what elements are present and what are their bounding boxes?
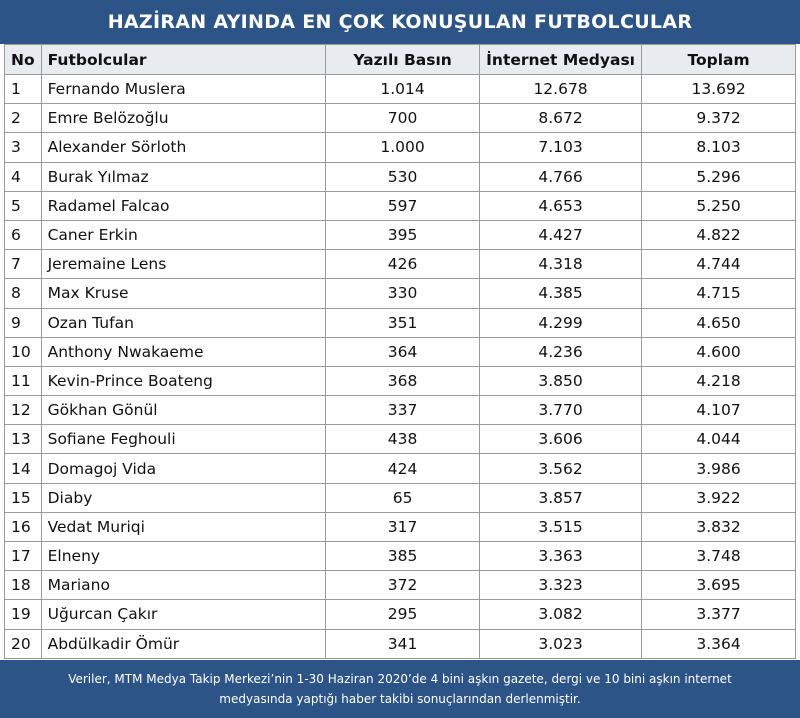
cell-no: 2 — [5, 104, 42, 133]
cell-player: Gökhan Gönül — [41, 396, 326, 425]
cell-player: Alexander Sörloth — [41, 133, 326, 162]
cell-total: 3.695 — [642, 571, 796, 600]
cell-no: 7 — [5, 250, 42, 279]
cell-print: 351 — [326, 308, 480, 337]
table-body — [5, 75, 796, 659]
cell-total: 3.922 — [642, 483, 796, 512]
cell-internet: 3.363 — [479, 542, 641, 571]
cell-total: 4.715 — [642, 279, 796, 308]
cell-total: 3.364 — [642, 629, 796, 658]
table-row — [5, 396, 796, 425]
cell-print: 317 — [326, 512, 480, 541]
cell-total: 3.377 — [642, 600, 796, 629]
cell-no: 4 — [5, 162, 42, 191]
cell-player: Fernando Muslera — [41, 75, 326, 104]
cell-no: 9 — [5, 308, 42, 337]
cell-print: 424 — [326, 454, 480, 483]
table-row — [5, 542, 796, 571]
cell-internet: 4.236 — [479, 337, 641, 366]
table-row — [5, 104, 796, 133]
cell-print: 530 — [326, 162, 480, 191]
cell-print: 1.000 — [326, 133, 480, 162]
cell-internet: 3.770 — [479, 396, 641, 425]
cell-no: 6 — [5, 220, 42, 249]
cell-print: 1.014 — [326, 75, 480, 104]
cell-print: 330 — [326, 279, 480, 308]
cell-total: 4.650 — [642, 308, 796, 337]
cell-player: Emre Belözoğlu — [41, 104, 326, 133]
cell-no: 15 — [5, 483, 42, 512]
cell-total: 5.296 — [642, 162, 796, 191]
cell-total: 4.218 — [642, 366, 796, 395]
cell-player: Max Kruse — [41, 279, 326, 308]
cell-internet: 4.427 — [479, 220, 641, 249]
header-row — [5, 45, 796, 75]
cell-no: 12 — [5, 396, 42, 425]
cell-total: 4.822 — [642, 220, 796, 249]
header-player: Futbolcular — [41, 45, 326, 75]
cell-total: 4.107 — [642, 396, 796, 425]
cell-internet: 3.562 — [479, 454, 641, 483]
cell-print: 700 — [326, 104, 480, 133]
table-row — [5, 425, 796, 454]
cell-internet: 4.653 — [479, 191, 641, 220]
table-row — [5, 454, 796, 483]
cell-print: 597 — [326, 191, 480, 220]
cell-internet: 8.672 — [479, 104, 641, 133]
cell-internet: 12.678 — [479, 75, 641, 104]
cell-print: 341 — [326, 629, 480, 658]
table-row — [5, 629, 796, 658]
cell-no: 19 — [5, 600, 42, 629]
cell-player: Ozan Tufan — [41, 308, 326, 337]
cell-no: 3 — [5, 133, 42, 162]
cell-print: 426 — [326, 250, 480, 279]
cell-no: 5 — [5, 191, 42, 220]
cell-no: 8 — [5, 279, 42, 308]
table-row — [5, 571, 796, 600]
cell-print: 385 — [326, 542, 480, 571]
table-row — [5, 308, 796, 337]
cell-no: 20 — [5, 629, 42, 658]
table-row — [5, 191, 796, 220]
cell-player: Radamel Falcao — [41, 191, 326, 220]
cell-player: Anthony Nwakaeme — [41, 337, 326, 366]
cell-total: 9.372 — [642, 104, 796, 133]
cell-print: 65 — [326, 483, 480, 512]
cell-no: 1 — [5, 75, 42, 104]
table-row — [5, 483, 796, 512]
table-row — [5, 366, 796, 395]
cell-player: Vedat Muriqi — [41, 512, 326, 541]
cell-internet: 4.766 — [479, 162, 641, 191]
cell-player: Caner Erkin — [41, 220, 326, 249]
cell-internet: 4.318 — [479, 250, 641, 279]
cell-player: Kevin-Prince Boateng — [41, 366, 326, 395]
cell-internet: 3.023 — [479, 629, 641, 658]
cell-print: 368 — [326, 366, 480, 395]
cell-player: Burak Yılmaz — [41, 162, 326, 191]
cell-no: 14 — [5, 454, 42, 483]
players-table — [4, 44, 796, 659]
cell-player: Domagoj Vida — [41, 454, 326, 483]
cell-total: 4.600 — [642, 337, 796, 366]
cell-internet: 3.850 — [479, 366, 641, 395]
cell-no: 13 — [5, 425, 42, 454]
cell-print: 295 — [326, 600, 480, 629]
cell-print: 438 — [326, 425, 480, 454]
cell-total: 5.250 — [642, 191, 796, 220]
cell-no: 10 — [5, 337, 42, 366]
cell-player: Uğurcan Çakır — [41, 600, 326, 629]
cell-player: Abdülkadir Ömür — [41, 629, 326, 658]
cell-internet: 7.103 — [479, 133, 641, 162]
cell-no: 18 — [5, 571, 42, 600]
cell-player: Elneny — [41, 542, 326, 571]
cell-total: 3.832 — [642, 512, 796, 541]
cell-player: Diaby — [41, 483, 326, 512]
cell-print: 337 — [326, 396, 480, 425]
header-internet: İnternet Medyası — [479, 45, 641, 75]
table-row — [5, 279, 796, 308]
cell-internet: 3.082 — [479, 600, 641, 629]
cell-no: 11 — [5, 366, 42, 395]
page-title: HAZİRAN AYINDA EN ÇOK KONUŞULAN FUTBOLCULAR — [107, 11, 693, 33]
cell-no: 16 — [5, 512, 42, 541]
source-note-line-1: Veriler, MTM Medya Takip Merkezi’nin 1-30 Haziran 2020’de 4 bini aşkın gazete, dergi ve 10 bini aşkın internet — [68, 672, 732, 686]
cell-internet: 4.299 — [479, 308, 641, 337]
cell-internet: 3.606 — [479, 425, 641, 454]
cell-internet: 3.857 — [479, 483, 641, 512]
title-banner — [0, 0, 800, 44]
cell-internet: 3.515 — [479, 512, 641, 541]
cell-player: Sofiane Feghouli — [41, 425, 326, 454]
table-row — [5, 133, 796, 162]
source-note-line-2: medyasında yaptığı haber takibi sonuçlarından derlenmiştir. — [219, 692, 581, 706]
table-row — [5, 512, 796, 541]
table-row — [5, 220, 796, 249]
table-row — [5, 600, 796, 629]
table-row — [5, 162, 796, 191]
header-total: Toplam — [642, 45, 796, 75]
header-no: No — [5, 45, 42, 75]
table-row — [5, 250, 796, 279]
cell-player: Mariano — [41, 571, 326, 600]
cell-total: 3.986 — [642, 454, 796, 483]
cell-print: 364 — [326, 337, 480, 366]
table-row — [5, 337, 796, 366]
cell-no: 17 — [5, 542, 42, 571]
cell-total: 4.044 — [642, 425, 796, 454]
cell-print: 372 — [326, 571, 480, 600]
cell-total: 3.748 — [642, 542, 796, 571]
cell-total: 4.744 — [642, 250, 796, 279]
cell-internet: 3.323 — [479, 571, 641, 600]
cell-total: 8.103 — [642, 133, 796, 162]
source-note — [0, 660, 800, 718]
cell-print: 395 — [326, 220, 480, 249]
table-row — [5, 75, 796, 104]
cell-player: Jeremaine Lens — [41, 250, 326, 279]
cell-total: 13.692 — [642, 75, 796, 104]
cell-internet: 4.385 — [479, 279, 641, 308]
header-print: Yazılı Basın — [326, 45, 480, 75]
